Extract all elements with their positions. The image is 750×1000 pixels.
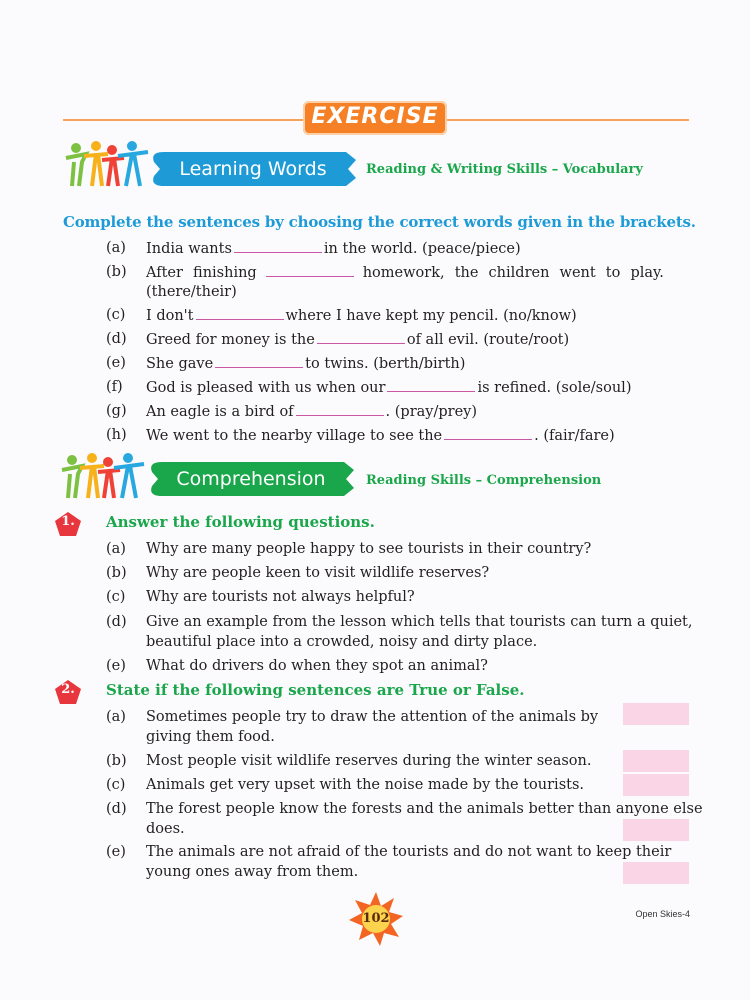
item-label: (g): [106, 403, 127, 419]
answer-blank[interactable]: [387, 377, 475, 392]
answer-blank[interactable]: [234, 238, 322, 253]
item-text: Give an example from the lesson which tells that tourists can turn a quiet,: [146, 614, 693, 630]
item-text-before: Greed for money is the: [146, 332, 315, 348]
item-text-continued: young ones away from them.: [146, 864, 359, 880]
item-text-continued: beautiful place into a crowded, noisy and dirty place.: [146, 634, 538, 650]
true-false-answer-box[interactable]: [623, 750, 689, 772]
question-1-heading: Answer the following questions.: [106, 513, 375, 531]
item-text: Why are many people happy to see tourists in their country?: [146, 541, 592, 557]
item-text-after: homework, the children went to play.: [362, 265, 664, 281]
item-text-before: She gave: [146, 356, 214, 372]
exercise-title: EXERCISE: [311, 104, 439, 129]
true-false-answer-box[interactable]: [623, 819, 689, 841]
item-label: (b): [106, 565, 127, 581]
header-rule-left: [63, 119, 303, 121]
comprehension-skills-label: Reading Skills – Comprehension: [366, 473, 602, 488]
item-text-before: An eagle is a bird of: [146, 404, 294, 420]
comprehension-banner: [158, 462, 344, 496]
comprehension-title: Comprehension: [176, 468, 326, 490]
page-number: 102: [362, 911, 390, 926]
item-text: What do drivers do when they spot an animal?: [146, 658, 488, 674]
item-label: (e): [106, 355, 126, 371]
item-text-continued: giving them food.: [146, 729, 275, 745]
series-name: Open Skies-4: [635, 909, 690, 919]
item-label: (b): [106, 753, 127, 769]
question-2-heading: State if the following sentences are True or False.: [106, 681, 525, 699]
item-text-before: India wants: [146, 241, 232, 257]
children-group-icon: [58, 452, 148, 502]
item-text-after: . (fair/fare): [534, 428, 615, 444]
item-label: (e): [106, 844, 126, 860]
item-text-continued: (there/their): [146, 284, 237, 300]
item-text-after: of all evil. (route/root): [406, 332, 570, 348]
true-false-answer-box[interactable]: [623, 703, 689, 725]
item-label: (a): [106, 240, 126, 256]
item-label: (h): [106, 427, 127, 443]
item-label: (d): [106, 801, 127, 817]
item-label: (f): [106, 379, 123, 395]
answer-blank[interactable]: [317, 329, 405, 344]
item-text-continued: does.: [146, 821, 185, 837]
true-false-answer-box[interactable]: [623, 862, 689, 884]
item-text: Why are people keen to visit wildlife reserves?: [146, 565, 490, 581]
exercise-badge: [303, 101, 447, 135]
item-text-after: to twins. (berth/birth): [305, 356, 466, 372]
item-text: The forest people know the forests and the animals better than anyone else: [146, 801, 703, 817]
item-text: Animals get very upset with the noise made by the tourists.: [146, 777, 585, 793]
item-label: (a): [106, 541, 126, 557]
item-text-before: After finishing: [146, 265, 257, 281]
item-text-before: We went to the nearby village to see the: [146, 428, 443, 444]
answer-blank[interactable]: [266, 262, 354, 277]
item-label: (d): [106, 614, 127, 630]
item-text: Most people visit wildlife reserves during the winter season.: [146, 753, 592, 769]
item-text-before: God is pleased with us when our: [146, 380, 386, 396]
question-1-number: 1.: [61, 514, 75, 529]
header-rule-right: [447, 119, 689, 121]
learning-skills-label: Reading & Writing Skills – Vocabulary: [366, 162, 643, 177]
item-label: (c): [106, 307, 126, 323]
answer-blank[interactable]: [444, 425, 532, 440]
question-2-number: 2.: [61, 682, 75, 697]
answer-blank[interactable]: [196, 305, 284, 320]
learning-instruction: Complete the sentences by choosing the correct words given in the brackets.: [63, 213, 696, 231]
children-group-icon: [62, 140, 152, 190]
item-text-after: . (pray/prey): [385, 404, 478, 420]
learning-words-banner: [160, 152, 346, 186]
item-label: (c): [106, 589, 126, 605]
item-text: The animals are not afraid of the tourists and do not want to keep their: [146, 844, 672, 860]
item-text: Why are tourists not always helpful?: [146, 589, 415, 605]
item-label: (e): [106, 658, 126, 674]
answer-blank[interactable]: [215, 353, 303, 368]
item-text-after: where I have kept my pencil. (no/know): [285, 308, 577, 324]
learning-words-title: Learning Words: [179, 158, 327, 180]
answer-blank[interactable]: [296, 401, 384, 416]
item-text-before: I don't: [146, 308, 194, 324]
item-label: (d): [106, 331, 127, 347]
item-label: (a): [106, 709, 126, 725]
item-text-after: in the world. (peace/piece): [323, 241, 521, 257]
item-text: Sometimes people try to draw the attention of the animals by: [146, 709, 599, 725]
item-label: (b): [106, 264, 127, 280]
item-label: (c): [106, 777, 126, 793]
item-text-after: is refined. (sole/soul): [477, 380, 632, 396]
true-false-answer-box[interactable]: [623, 774, 689, 796]
